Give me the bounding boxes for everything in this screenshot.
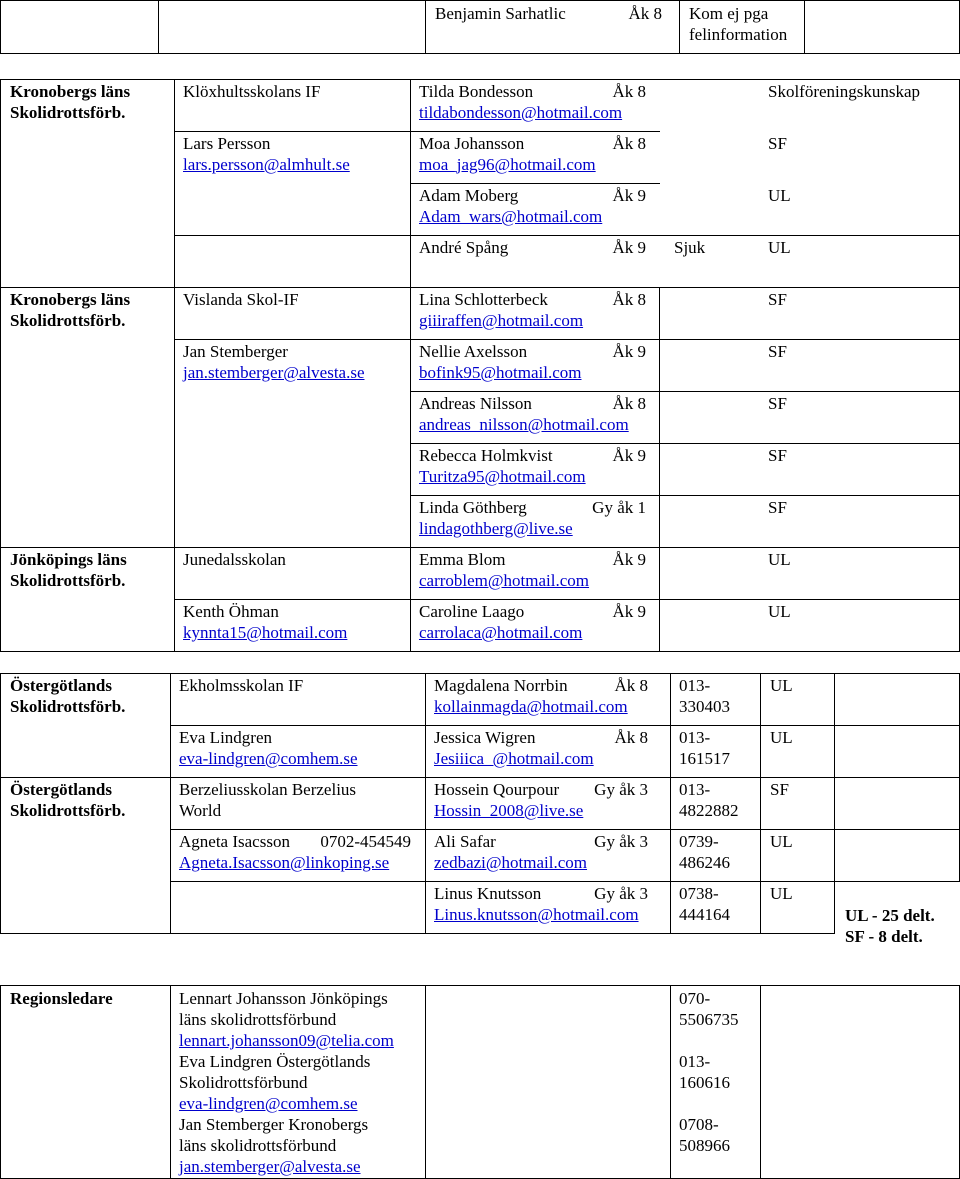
student-row	[434, 779, 656, 821]
student-row	[419, 601, 654, 643]
student-name: Andreas Nilsson	[419, 394, 532, 413]
grade: Åk 8	[612, 82, 646, 101]
district-name: Östergötlands	[10, 676, 112, 695]
leader-email-link[interactable]: eva-lindgren@comhem.se	[179, 1094, 358, 1113]
student-email-link[interactable]: zedbazi@hotmail.com	[434, 853, 588, 872]
student-email-link[interactable]: moa_jag96@hotmail.com	[419, 155, 596, 174]
leader-email-link[interactable]: lars.persson@almhult.se	[183, 155, 350, 174]
leader-email-link[interactable]: jan.stemberger@alvesta.se	[179, 1157, 361, 1176]
student-row	[419, 445, 654, 487]
grade: Åk 8	[612, 394, 646, 413]
district-name: Kronobergs läns	[10, 290, 131, 309]
phone: 0708-	[679, 1115, 719, 1134]
grade: Gy åk 3	[594, 884, 648, 903]
student-name: Hossein Qourpour	[434, 780, 560, 799]
phone: 070-	[679, 989, 711, 1008]
student-name: Caroline Laago	[419, 602, 525, 621]
student-name: Benjamin Sarhatlic	[435, 4, 566, 23]
leader-email-link[interactable]: eva-lindgren@comhem.se	[179, 749, 358, 768]
student-email-link[interactable]: Turitza95@hotmail.com	[419, 467, 586, 486]
student-email-link[interactable]: Linus.knutsson@hotmail.com	[434, 905, 639, 924]
grade: Gy åk 3	[594, 832, 648, 851]
phone: 0739-	[679, 832, 719, 851]
summary-sf: SF - 8 delt.	[845, 927, 923, 946]
note: felinformation	[689, 25, 788, 44]
student-name: Tilda Bondesson	[419, 82, 534, 101]
absence-note: Sjuk	[674, 238, 706, 257]
phone: 013-	[679, 676, 711, 695]
region-leaders-label: Regionsledare	[10, 989, 113, 1008]
student-name: Magdalena Norrbin	[434, 676, 568, 695]
student-email-link[interactable]: lindagothberg@live.se	[419, 519, 573, 538]
grade: Gy åk 1	[592, 498, 646, 517]
phone: 508966	[679, 1136, 730, 1155]
student-name: Jessica Wigren	[434, 728, 536, 747]
leader-name: Jan Stemberger Kronobergs	[179, 1115, 369, 1134]
leader-org: läns skolidrottsförbund	[179, 1010, 337, 1029]
grade: Gy åk 3	[594, 780, 648, 799]
student-email-link[interactable]: carrolaca@hotmail.com	[419, 623, 583, 642]
grade: Åk 8	[614, 728, 648, 747]
grade: Åk 9	[612, 186, 646, 205]
school-name: Junedalsskolan	[183, 550, 286, 569]
grade: Åk 9	[612, 550, 646, 569]
student-row	[419, 289, 654, 331]
student-row	[434, 675, 656, 717]
student-name: Adam Moberg	[419, 186, 519, 205]
leader-org: läns skolidrottsförbund	[179, 1136, 337, 1155]
note: Kom ej pga	[689, 4, 769, 23]
student-email-link[interactable]: giiiraffen@hotmail.com	[419, 311, 584, 330]
phone: 444164	[679, 905, 730, 924]
activity-tag: SF	[768, 290, 787, 309]
student-email-link[interactable]: Jesiiica_@hotmail.com	[434, 749, 594, 768]
student-email-link[interactable]: bofink95@hotmail.com	[419, 363, 582, 382]
summary-ul: UL - 25 delt.	[845, 906, 935, 925]
activity-tag: UL	[768, 602, 791, 621]
leader-name: Jan Stemberger	[183, 342, 288, 361]
leader-phone: 0702-454549	[320, 832, 411, 851]
student-row	[419, 341, 654, 383]
phone: 486246	[679, 853, 730, 872]
student-name: Nellie Axelsson	[419, 342, 528, 361]
grade: Åk 8	[614, 676, 648, 695]
phone: 5506735	[679, 1010, 739, 1029]
activity-tag: SF	[768, 498, 787, 517]
student-row	[434, 883, 656, 925]
school-name: Vislanda Skol-IF	[183, 290, 299, 309]
district-name: Skolidrottsförb.	[10, 103, 126, 122]
activity-tag: UL	[768, 550, 791, 569]
phone: 013-	[679, 728, 711, 747]
leader-name: Lennart Johansson Jönköpings	[179, 989, 388, 1008]
student-name: Rebecca Holmkvist	[419, 446, 553, 465]
activity-tag: UL	[768, 238, 791, 257]
student-name: Linus Knutsson	[434, 884, 542, 903]
school-name: Berzeliusskolan Berzelius	[179, 780, 357, 799]
student-name: Linda Göthberg	[419, 498, 527, 517]
activity-tag: SF	[768, 134, 787, 153]
leader-name: Agneta Isacsson	[179, 832, 290, 851]
student-row	[434, 831, 656, 873]
phone: 330403	[679, 697, 730, 716]
district-name: Östergötlands	[10, 780, 112, 799]
leader-name: Eva Lindgren Östergötlands	[179, 1052, 371, 1071]
grade: Åk 9	[612, 238, 646, 257]
phone: 160616	[679, 1073, 730, 1092]
activity-tag: UL	[770, 884, 793, 903]
phone: 161517	[679, 749, 730, 768]
student-row	[419, 133, 654, 175]
leader-email-link[interactable]: kynnta15@hotmail.com	[183, 623, 348, 642]
grade: Åk 8	[612, 290, 646, 309]
district-name: Kronobergs läns	[10, 82, 131, 101]
activity-tag: UL	[770, 676, 793, 695]
school-name: Klöxhultsskolans IF	[183, 82, 321, 101]
student-name: Lina Schlotterbeck	[419, 290, 548, 309]
leader-email-link[interactable]: Agneta.Isacsson@linkoping.se	[179, 853, 390, 872]
student-name: Ali Safar	[434, 832, 496, 851]
grade: Åk 8	[612, 134, 646, 153]
grade: Åk 9	[612, 446, 646, 465]
student-email-link[interactable]: andreas_nilsson@hotmail.com	[419, 415, 629, 434]
column-header: Skolföreningskunskap	[768, 82, 921, 101]
student-email-link[interactable]: tildabondesson@hotmail.com	[419, 103, 623, 122]
activity-tag: SF	[768, 342, 787, 361]
phone: 013-	[679, 780, 711, 799]
district-name: Skolidrottsförb.	[10, 697, 126, 716]
grade: Åk 8	[628, 4, 662, 23]
student-email-link[interactable]: Hossin_2008@live.se	[434, 801, 584, 820]
student-row	[419, 393, 654, 435]
activity-tag: UL	[770, 728, 793, 747]
school-name: World	[179, 801, 222, 820]
student-row	[419, 185, 654, 227]
phone: 013-	[679, 1052, 711, 1071]
district-name: Jönköpings läns	[10, 550, 127, 569]
phone: 4822882	[679, 801, 739, 820]
activity-tag: UL	[770, 832, 793, 851]
district-name: Skolidrottsförb.	[10, 801, 126, 820]
activity-tag: UL	[768, 186, 791, 205]
student-email-link[interactable]: carroblem@hotmail.com	[419, 571, 590, 590]
student-row	[419, 81, 654, 123]
district-name: Skolidrottsförb.	[10, 571, 126, 590]
grade: Åk 9	[612, 342, 646, 361]
leader-email-link[interactable]: lennart.johansson09@telia.com	[179, 1031, 394, 1050]
school-name: Ekholmsskolan IF	[179, 676, 304, 695]
grade: Åk 9	[612, 602, 646, 621]
leader-org: Skolidrottsförbund	[179, 1073, 308, 1092]
student-row	[419, 549, 654, 591]
student-row	[419, 497, 654, 539]
student-email-link[interactable]: kollainmagda@hotmail.com	[434, 697, 628, 716]
student-name: Moa Johansson	[419, 134, 525, 153]
student-name: André Spång	[419, 238, 509, 257]
leader-name: Eva Lindgren	[179, 728, 272, 747]
leader-email-link[interactable]: jan.stemberger@alvesta.se	[183, 363, 365, 382]
student-row	[434, 727, 656, 769]
phone: 0738-	[679, 884, 719, 903]
student-email-link[interactable]: Adam_wars@hotmail.com	[419, 207, 603, 226]
leader-name: Kenth Öhman	[183, 602, 279, 621]
activity-tag: SF	[768, 394, 787, 413]
activity-tag: SF	[768, 446, 787, 465]
district-name: Skolidrottsförb.	[10, 311, 126, 330]
student-name: Emma Blom	[419, 550, 506, 569]
activity-tag: SF	[770, 780, 789, 799]
leader-name: Lars Persson	[183, 134, 271, 153]
